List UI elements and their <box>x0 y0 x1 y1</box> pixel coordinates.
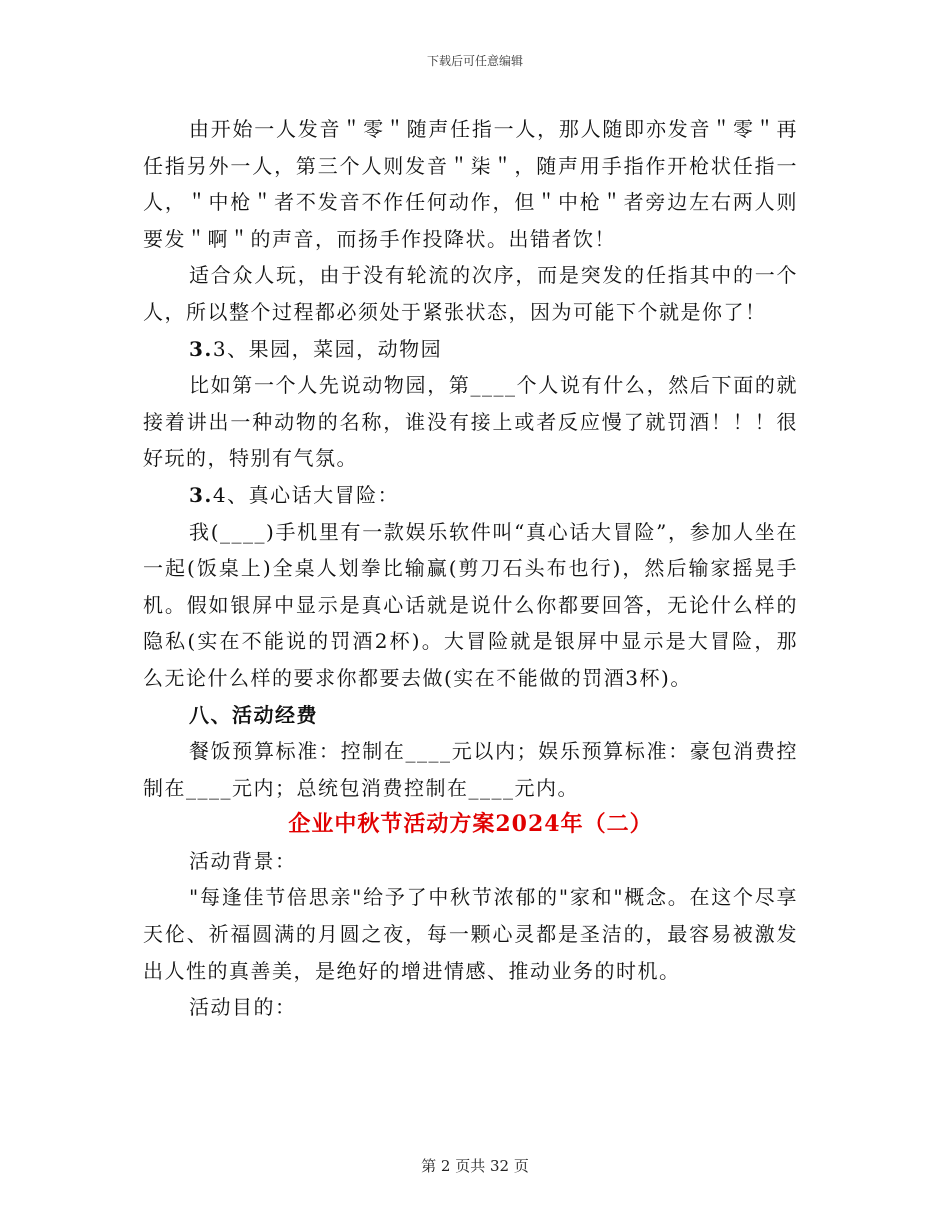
subsection-number: 3. <box>189 482 213 507</box>
label-goal: 活动目的： <box>189 995 297 1020</box>
paragraph-background: "每逢佳节倍思亲"给予了中秋节浓郁的"家和"概念。在这个尽享天伦、祈福圆满的月圆之夜，每一颗心灵都是圣洁的，最容易被激发出人性的真善美，是绝好的增进情感、推动业务的时机。 <box>143 885 798 983</box>
label-background: 活动背景： <box>189 848 297 873</box>
subsection-number: 3. <box>189 336 213 361</box>
page-footer: 第 2 页共 32 页 <box>421 1157 529 1175</box>
subsection-3-4 <box>143 477 798 514</box>
page-header: 下载后可任意编辑 <box>426 54 523 68</box>
paragraph-orchard-game: 比如第一个人先说动物园，第____个人说有什么，然后下面的就接着讲出一种动物的名称，谁没有接上或者反应慢了就罚酒！！！很好玩的，特别有气氛。 <box>143 373 798 471</box>
document-title: 企业中秋节活动方案2024年（二） <box>288 811 653 838</box>
paragraph-game-note: 适合众人玩，由于没有轮流的次序，而是突发的任指其中的一个人，所以整个过程都必须处于紧张状态，因为可能下个就是你了！ <box>143 263 798 324</box>
paragraph-truth-or-dare: 我(____)手机里有一款娱乐软件叫“真心话大冒险”，参加人坐在一起(饭桌上)全桌人划拳比输赢(剪刀石头布也行)，然后输家摇晃手机。假如银屏中显示是真心话就是说什么你都要回答，无论什么样的隐私(实在不能说的罚酒2杯)。大冒险就是银屏中显示是大冒险，那么无论什么样的要求你都要去做(实在不能做的罚酒3杯)。 <box>143 519 798 690</box>
paragraph-game-rules: 由开始一人发音＂零＂随声任指一人，那人随即亦发音＂零＂再任指另外一人，第三个人则发音＂柒＂，随声用手指作开枪状任指一人，＂中枪＂者不发音不作任何动作，但＂中枪＂者旁边左右两人则要发＂啊＂的声音，而扬手作投降状。出错者饮！ <box>143 117 798 251</box>
section-heading-budget: 八、活动经费 <box>189 702 318 727</box>
subsection-title: 3、果园，菜园，动物园 <box>212 336 443 361</box>
document-body <box>143 111 798 1026</box>
paragraph-budget: 餐饭预算标准：控制在____元以内；娱乐预算标准：豪包消费控制在____元内；总统包消费控制在____元内。 <box>143 739 798 800</box>
subsection-title: 4、真心话大冒险： <box>212 482 400 507</box>
subsection-3-3 <box>143 331 798 368</box>
